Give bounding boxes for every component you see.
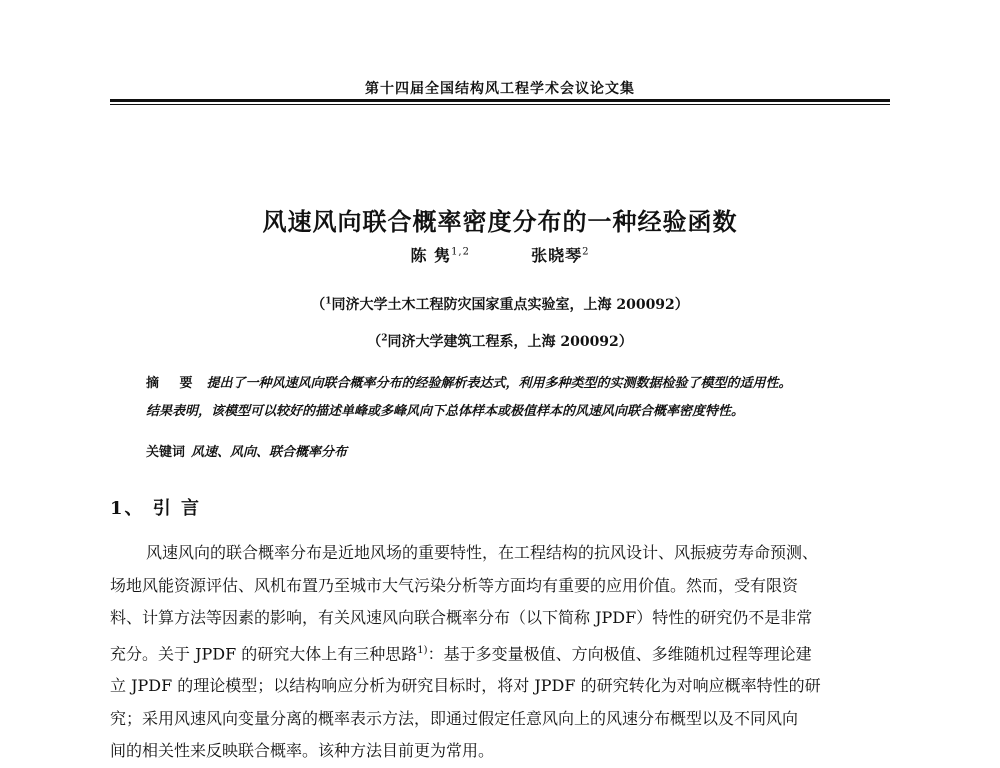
author-name: 张晓琴 bbox=[531, 246, 583, 265]
keywords bbox=[146, 441, 898, 460]
affiliation-marker: 1 bbox=[325, 296, 332, 307]
keywords-label: 关键词 bbox=[146, 445, 186, 460]
body-paragraph bbox=[110, 537, 890, 768]
paper-title: 风速风向联合概率密度分布的一种经验函数 bbox=[262, 207, 738, 236]
section-heading: 1、 引 言 bbox=[110, 498, 202, 519]
author-affiliation-marker: 1,2 bbox=[451, 246, 470, 258]
affiliation-marker: 2 bbox=[381, 333, 388, 344]
abstract-line: 提出了一种风速风向联合概率分布的经验解析表达式，利用多种类型的实测数据检验了模型的适用性。 bbox=[206, 376, 792, 391]
abstract-label: 摘 要 bbox=[146, 376, 201, 391]
keywords-text: 风速、风向、联合概率分布 bbox=[191, 445, 348, 460]
body-line: 风速风向的联合概率分布是近地风场的重要特性，在工程结构的抗风设计、风振疲劳寿命预测、 bbox=[146, 543, 819, 562]
affiliation-text: 同济大学建筑工程系，上海 200092 bbox=[387, 334, 619, 350]
affiliation: （$^1$同济大学土木工程防灾国家重点实验室，上海 200092） bbox=[311, 296, 689, 313]
abstract-line: 结果表明，该模型可以较好的描述单峰或多峰风向下总体样本或极值样本的风速风向联合概率密度特性。 bbox=[146, 404, 745, 419]
body-line: 料、计算方法等因素的影响，有关风速风向联合概率分布（以下简称 JPDF）特性的研究仍不是非常 bbox=[110, 608, 813, 627]
body-line: 间的相关性来反映联合概率。该种方法目前更为常用。 bbox=[110, 741, 495, 761]
affiliation-text: 同济大学土木工程防灾国家重点实验室，上海 200092 bbox=[331, 297, 675, 313]
body-text-fragment: 充分。关于 JPDF 的研究大体上有三种思路 bbox=[110, 643, 418, 663]
abstract bbox=[146, 370, 898, 426]
reference-marker: 1) bbox=[417, 644, 428, 656]
body-line: 场地风能资源评估、风机布置乃至城市大气污染分析等方面均有重要的应用价值。然而，受有限资 bbox=[110, 575, 799, 595]
body-line: 立 JPDF 的理论模型；以结构响应分析为研究目标时，将对 JPDF 的研究转化为对响应概率特性的研 bbox=[110, 676, 821, 696]
author-affiliation-marker: 2 bbox=[582, 246, 590, 258]
header-rule-thin bbox=[110, 104, 890, 105]
affiliation: （$^2$同济大学建筑工程系，上海 200092） bbox=[367, 333, 633, 350]
running-header: 第十四届全国结构风工程学术会议论文集 bbox=[365, 81, 635, 97]
author-name: 陈 隽 bbox=[410, 246, 452, 265]
body-line: 究；采用风速风向变量分离的概率表示方法，即通过假定任意风向上的风速分布概型以及不同风向 bbox=[110, 708, 799, 728]
body-text-fragment: ：基于多变量极值、方向极值、多维随机过程等理论建 bbox=[427, 643, 812, 663]
body-line bbox=[110, 635, 890, 671]
author-list bbox=[110, 243, 890, 266]
header-rule-thick bbox=[110, 99, 890, 102]
